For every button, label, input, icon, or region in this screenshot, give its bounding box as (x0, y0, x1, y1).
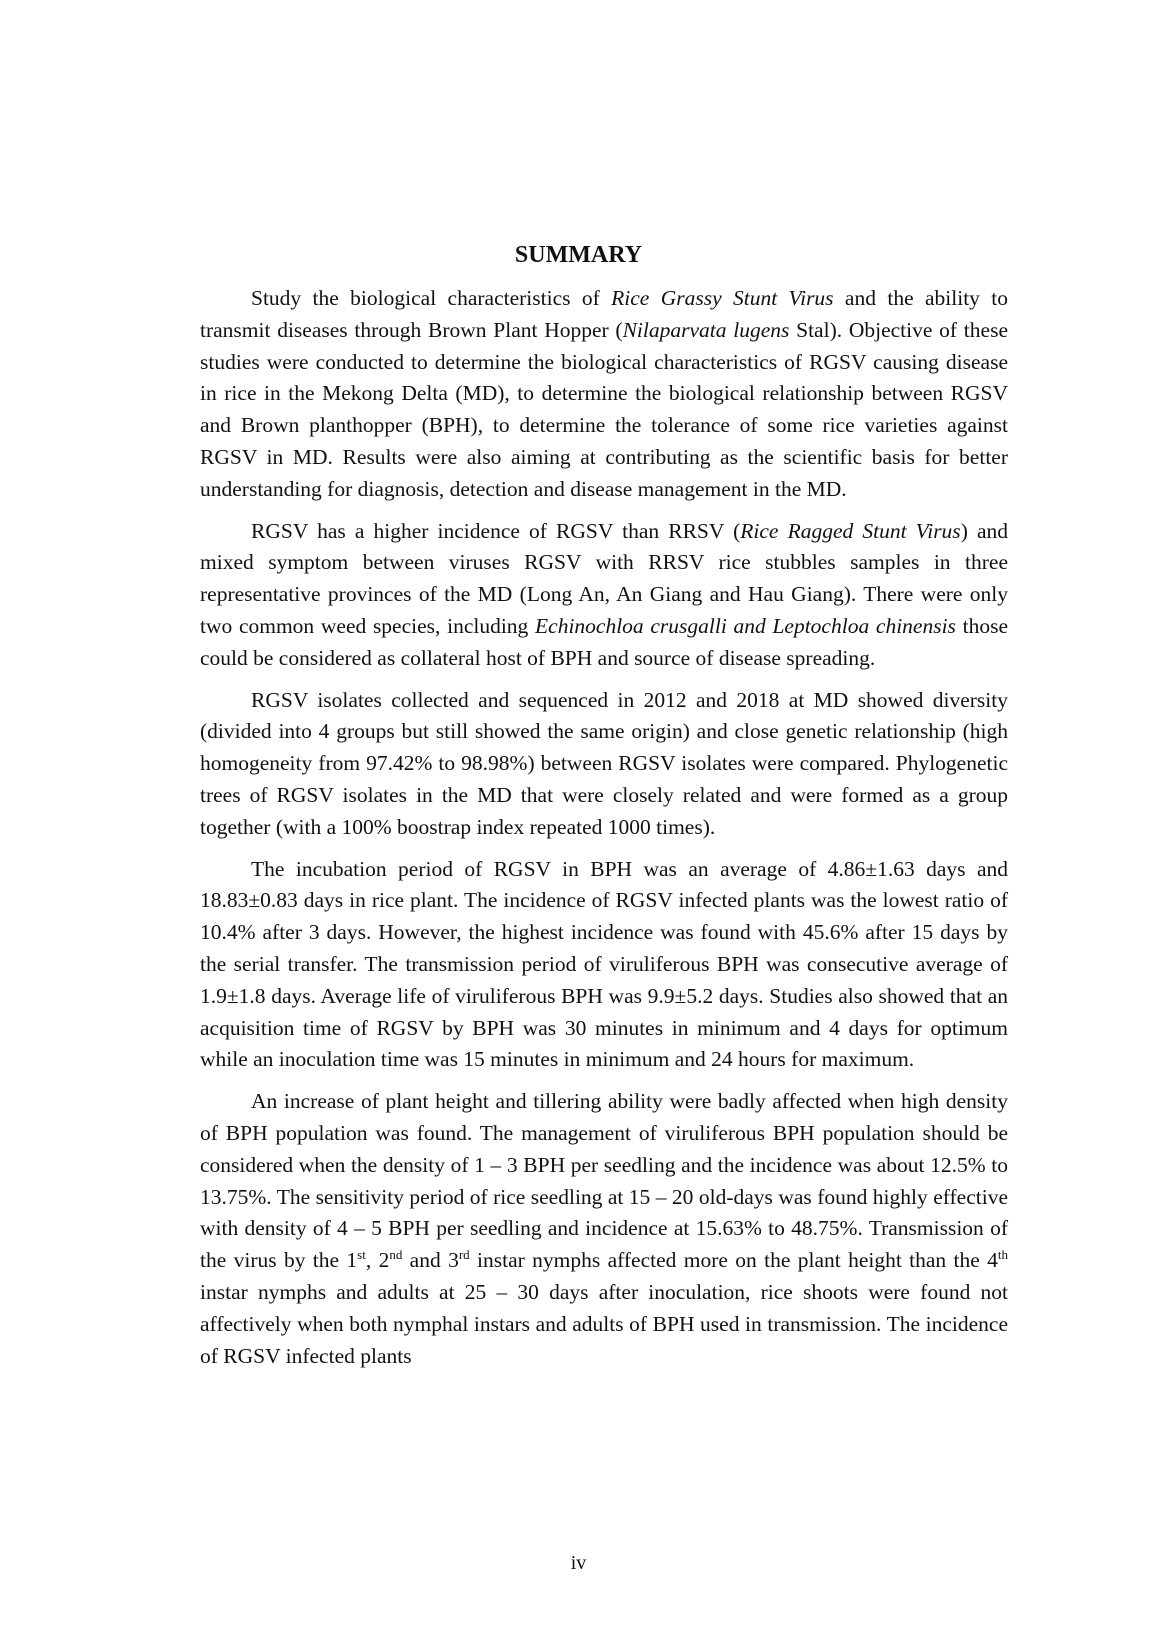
text-run: RGSV isolates collected and sequenced in 2012 and 2018 at MD showed diversity (divided into 4 groups but still showed the same origin) and close genetic relationship (high homogeneity from 97.42% to 98.98%) between RGSV isolates were compared. Phylogenetic trees of RGSV isolates in the MD that were closely related and were formed as a group together (with a 100% boostrap index repeated 1000 times). (200, 687, 1008, 839)
summary-paragraph (200, 516, 1008, 675)
italic-text: Echinochloa crusgalli and Leptochloa chinensis (535, 613, 956, 638)
ordinal-suffix: rd (458, 1247, 470, 1263)
ordinal-suffix: st (357, 1247, 366, 1263)
text-run: Study the biological characteristics of (251, 286, 612, 310)
text-run: and 3 (402, 1248, 459, 1273)
text-run: An increase of plant height and tillering ability were badly affected when high density of BPH population was found. The management of viruliferous BPH population should be considered when the density of 1 – 3 BPH per seedling and the incidence was about 12.5% to 13.75%. The sensitivity period of rice seedling at 15 – 20 old-days was found highly effective with density of 4 – 5 BPH per seedling and incidence at 15.63% to 48.75%. Transmission of the virus by the 1 (200, 1089, 1008, 1273)
summary-paragraph (200, 283, 1008, 506)
text-run: RGSV has a higher incidence of RGSV than RRSV ( (251, 518, 741, 543)
italic-text: Nilaparvata lugens (622, 317, 790, 342)
page-title: SUMMARY (514, 242, 643, 268)
summary-body (200, 283, 1008, 1382)
page-number: iv (570, 1552, 587, 1574)
text-run: instar nymphs and adults at 25 – 30 days after inoculation, rice shoots were found not affectively when both nymphal instars and adults of BPH used in transmission. The incidence of RGSV infected plants (200, 1279, 1008, 1368)
ordinal-suffix: nd (389, 1247, 403, 1263)
summary-paragraph (200, 685, 1008, 844)
text-run: and the ability to transmit diseases through Brown Plant Hopper ( (200, 286, 1009, 342)
text-run: The incubation period of RGSV in BPH was an average of 4.86±1.63 days and 18.83±0.83 days in rice plant. The incidence of RGSV infected plants was the lowest ratio of 10.4% after 3 days. However, the highest incidence was found with 45.6% after 15 days by the serial transfer. The transmission period of viruliferous BPH was consecutive average of 1.9±1.8 days. Average life of viruliferous BPH was 9.9±5.2 days. Studies also showed that an acquisition time of RGSV by BPH was 30 minutes in minimum and 4 days for optimum while an inoculation time was 15 minutes in minimum and 24 hours for maximum. (200, 856, 1008, 1072)
text-run: ) and mixed symptom between viruses RGSV with RRSV rice stubbles samples in three representative provinces of the MD (Long An, An Giang and Hau Giang). There were only two common weed species, including (200, 518, 1009, 638)
summary-paragraph (200, 1086, 1008, 1372)
text-run: , 2 (365, 1248, 390, 1273)
summary-paragraph (200, 854, 1008, 1077)
italic-text: Rice Ragged Stunt Virus (740, 518, 961, 543)
italic-text: Rice Grassy Stunt Virus (611, 286, 834, 310)
text-run: those could be considered as collateral host of BPH and source of disease spreading. (200, 613, 1009, 670)
ordinal-suffix: th (997, 1247, 1009, 1263)
text-run: Stal). Objective of these studies were conducted to determine the biological characteristics of RGSV causing disease in rice in the Mekong Delta (MD), to determine the biological relationship between RGSV and Brown planthopper (BPH), to determine the tolerance of some rice varieties against RGSV in MD. Results were also aiming at contributing as the scientific basis for better understanding for diagnosis, detection and disease management in the MD. (200, 317, 1008, 501)
text-run: instar nymphs affected more on the plant height than the 4 (469, 1248, 998, 1273)
